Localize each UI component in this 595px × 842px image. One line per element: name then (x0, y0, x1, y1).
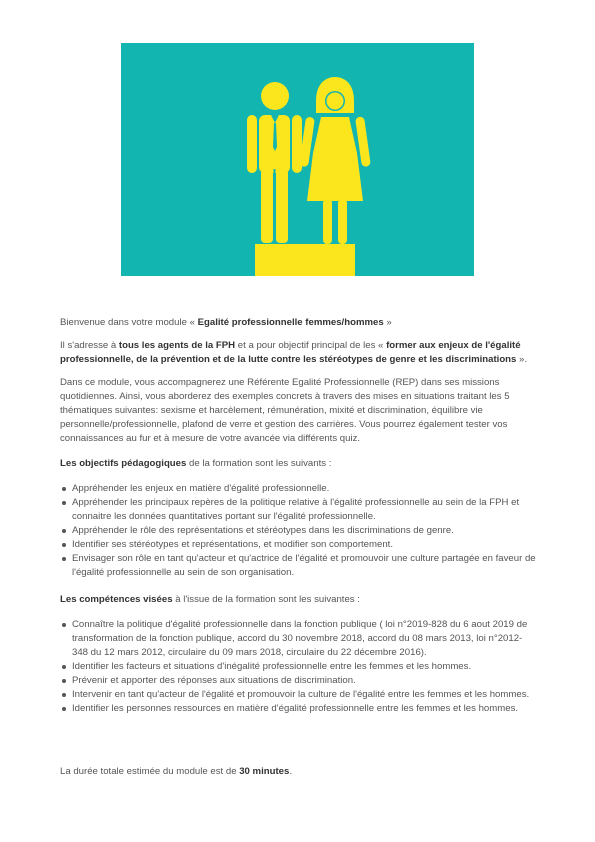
list-item: Intervenir en tant qu'acteur de l'égalité et promouvoir la culture de l'égalité entre les femmes et les hommes. (72, 688, 536, 702)
list-item: Appréhender les principaux repères de la politique relative à l'égalité professionnelle au sein de la FPH et connaitre les données quantitatives portant sur l'égalité professionnelle. (72, 496, 536, 524)
list-item: Identifier les facteurs et situations d'inégalité professionnelle entre les femmes et les hommes. (72, 660, 536, 674)
skills-list (60, 618, 536, 716)
list-item: Connaître la politique d'égalité professionnelle dans la fonction publique ( loi n°2019-828 du 6 aout 2019 de transformation de la fonction publique, accord du 30 novembre 2018, accord du 08 mars 2013, loi n°2012-348 du 12 mars 2012, circulaire du 09 mars 2018, circulaire du 22 décembre 2016). (72, 618, 536, 660)
description-paragraph: Dans ce module, vous accompagnerez une Référente Egalité Professionnelle (REP) dans ses missions quotidiennes. Ainsi, vous aborderez des exemples concrets à travers des mises en situations traitant les 5 thématiques suivantes: sexisme et harcèlement, rémunération, mixité et discrimination, équilibre vie personnelle/professionnelle, plafond de verre et gestion des carrières. Vous pourrez également tester vos connaissances au fur et à mesure de votre avancée via différents quiz. (60, 377, 510, 444)
module-title: Egalité professionnelle femmes/hommes (197, 317, 384, 328)
list-item: Appréhender le rôle des représentations et stéréotypes dans les discriminations de genre. (72, 524, 536, 538)
list-item: Prévenir et apporter des réponses aux situations de discrimination. (72, 674, 536, 688)
list-item: Identifier ses stéréotypes et représentations, et modifier son comportement. (72, 538, 536, 552)
duration-paragraph: La durée totale estimée du module est de 30 minutes. (60, 766, 292, 777)
duration-value: 30 minutes (239, 766, 290, 777)
podium (255, 244, 355, 276)
list-item: Envisager son rôle en tant qu'acteur et qu'actrice de l'égalité et promouvoir une culture partagée en faveur de l'égalité professionnelle au sein de son organisation. (72, 553, 536, 578)
man-woman-on-podium-icon (121, 43, 474, 276)
list-item: Identifier les personnes ressources en matière d'égalité professionnelle entre les femmes et les hommes. (72, 702, 536, 716)
objectives-heading: Les objectifs pédagogiques de la formation sont les suivants : (60, 458, 332, 469)
list-item: Appréhender les enjeux en matière d'égalité professionnelle. (72, 482, 536, 496)
welcome-paragraph: Bienvenue dans votre module « Egalité professionnelle femmes/hommes » (60, 317, 392, 328)
objectives-list (60, 482, 536, 580)
hero-banner (121, 43, 474, 276)
audience-paragraph: Il s'adresse à tous les agents de la FPH et a pour objectif principal de les « former aux enjeux de l'égalité professionnelle, de la prévention et de la lutte contre les stéréotypes de genre et les discriminations ». (60, 340, 528, 365)
skills-heading: Les compétences visées à l'issue de la formation sont les suivantes : (60, 594, 360, 605)
spacer (60, 729, 536, 765)
module-description-content (60, 316, 536, 788)
